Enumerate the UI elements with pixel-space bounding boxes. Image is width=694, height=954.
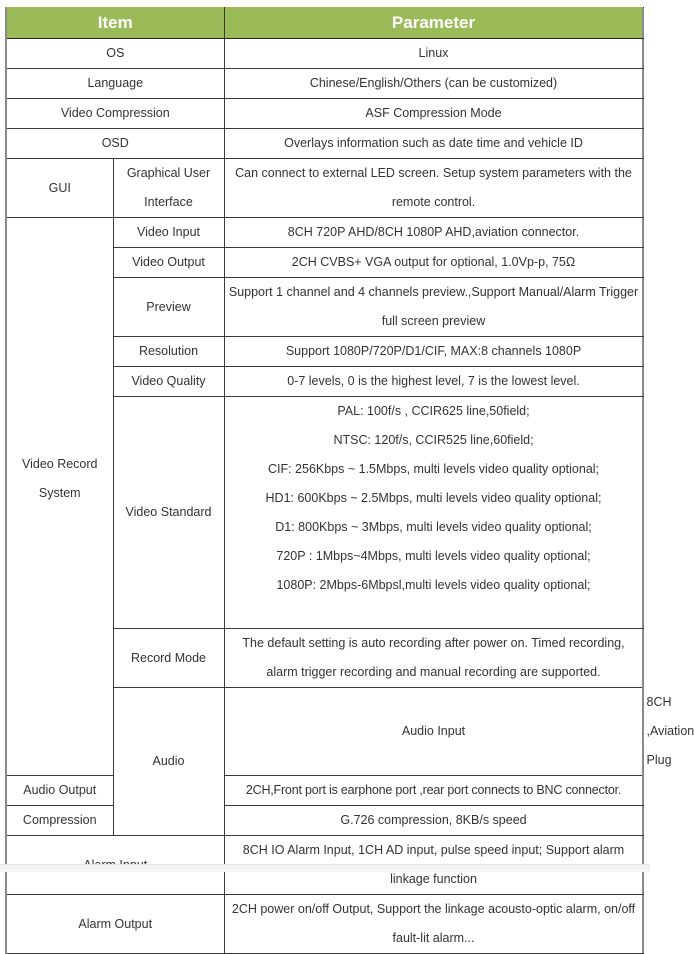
table-row-audio-input: Audio Audio Input 8CH ,Aviation Plug [6,688,643,776]
header-item: Item [6,8,224,39]
table-row-video-input [6,218,643,248]
param-value: 2CH power on/off Output, Support the linkage acousto-optic alarm, on/off fault-lit alarm... [224,895,643,954]
item-label: Audio Output [6,776,113,806]
item-label: Alarm Output [6,895,224,954]
video-standard-line: 720P : 1Mbps~4Mbps, multi levels video quality optional; [276,549,591,563]
item-label: Graphical User Interface [113,159,224,218]
table-row-video-compression [6,99,643,129]
table-header-row [6,8,643,39]
param-value: The default setting is auto recording after power on. Timed recording, alarm trigger recording and manual recording are supported. [224,629,643,688]
group-label-video-record-system [6,218,113,776]
item-label: OS [6,39,224,69]
param-value: Chinese/English/Others (can be customized) [224,69,643,99]
param-value: 0-7 levels, 0 is the highest level, 7 is the lowest level. [224,367,643,397]
table-row-osd [6,129,643,159]
item-label: Resolution [113,337,224,367]
item-label: Video Quality [113,367,224,397]
table-row-alarm-output [6,895,643,954]
table-row-gui [6,159,643,218]
item-label: Audio Input [224,688,643,776]
video-standard-line: D1: 800Kbps ~ 3Mbps, multi levels video quality optional; [275,520,592,534]
group-label-audio: Audio [113,688,224,836]
table-row-language [6,69,643,99]
video-standard-line: NTSC: 120f/s, CCIR525 line,60field; [333,433,534,447]
item-label: Preview [113,278,224,337]
param-value: 2CH,Front port is earphone port ,rear port connects to BNC connector. [224,776,643,806]
item-label: Video Compression [6,99,224,129]
item-label: Compression [6,806,113,836]
param-value: 8CH IO Alarm Input, 1CH AD input, pulse speed input; Support alarm linkage function [224,836,643,895]
item-label: Video Output [113,248,224,278]
table-row-audio-output [6,776,643,806]
param-value-video-standard [224,397,643,629]
video-standard-line: PAL: 100f/s , CCIR625 line,50field; [337,404,530,418]
param-value: Overlays information such as date time and vehicle ID [224,129,643,159]
param-value: 2CH CVBS+ VGA output for optional, 1.0Vp-p, 75Ω [224,248,643,278]
table-row-os [6,39,643,69]
bottom-overlay-bar [0,864,650,872]
item-label: Record Mode [113,629,224,688]
specification-table [5,7,694,954]
param-value: ASF Compression Mode [224,99,643,129]
group-label-gui: GUI [6,159,113,218]
item-label: OSD [6,129,224,159]
param-value: 8CH 720P AHD/8CH 1080P AHD,aviation connector. [224,218,643,248]
param-value: Support 1080P/720P/D1/CIF, MAX:8 channels 1080P [224,337,643,367]
param-value: Support 1 channel and 4 channels preview.,Support Manual/Alarm Trigger full screen preview [224,278,643,337]
param-value: Linux [224,39,643,69]
header-parameter: Parameter [224,8,643,39]
video-standard-line: CIF: 256Kbps ~ 1.5Mbps, multi levels video quality optional; [267,462,600,476]
video-standard-line: 1080P: 2Mbps-6Mbpsl,multi levels video quality optional; [276,578,591,592]
item-label: Video Standard [113,397,224,629]
spacer [228,600,640,628]
table-row-audio-compression [6,806,643,836]
param-value: Can connect to external LED screen. Setup system parameters with the remote control. [224,159,643,218]
item-label: Video Input [113,218,224,248]
group-label-text: Video Record System [21,457,98,500]
video-standard-line: HD1: 600Kbps ~ 2.5Mbps, multi levels video quality optional; [265,491,602,505]
item-label: Language [6,69,224,99]
param-value: G.726 compression, 8KB/s speed [224,806,643,836]
